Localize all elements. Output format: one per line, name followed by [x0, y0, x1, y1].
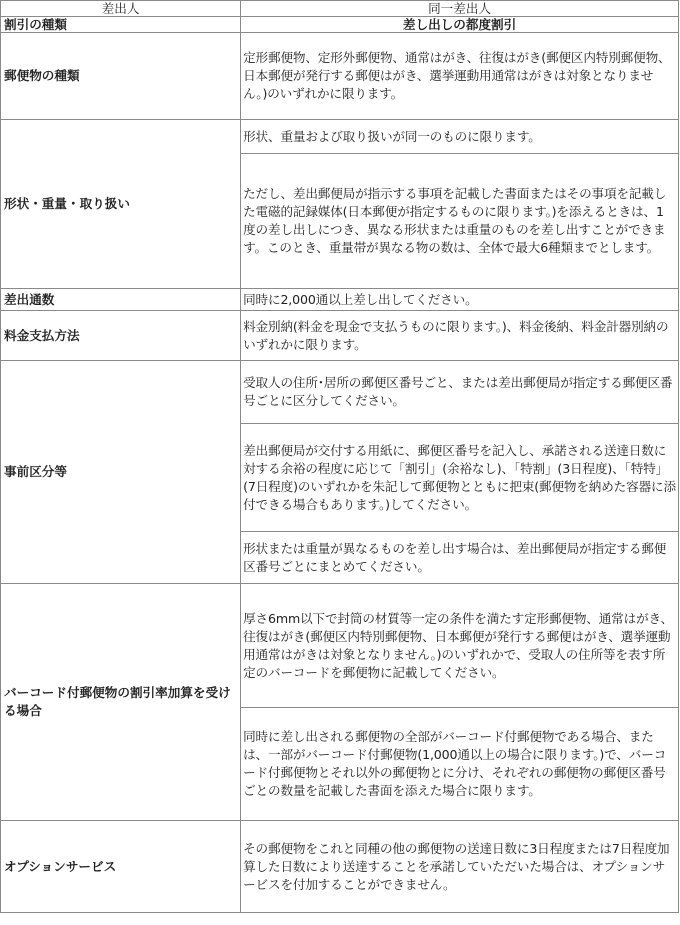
row-label-shape-weight: 形状・重量・取り扱い	[1, 120, 241, 289]
row-label-presort: 事前区分等	[1, 361, 241, 584]
row-value-payment-method: 料金別納(料金を現金で支払うものに限ります。)、料金後納、料金計器別納のいずれかに限ります。	[241, 311, 679, 361]
sender-header: 差出人	[1, 1, 241, 17]
row-value-presort-3: 形状または重量が異なるものを差し出す場合は、差出郵便局が指定する郵便区番号ごとにまとめてください。	[241, 532, 679, 584]
same-sender-header: 同一差出人	[241, 1, 679, 17]
discount-name: 差し出しの都度割引	[241, 17, 679, 33]
row-value-presort-1: 受取人の住所･居所の郵便区番号ごと、または差出郵便局が指定する郵便区番号ごとに区分してください。	[241, 361, 679, 424]
row-value-barcode-2: 同時に差し出される郵便物の全部がバーコード付郵便物である場合、または、一部がバーコード付郵便物(1,000通以上の場合に限ります。)で、バーコード付郵便物とそれ以外の郵便物とに分け、それぞれの郵便物の郵便区番号ごとの数量を記載した書面を添えた場合に限ります。	[241, 708, 679, 821]
row-label-option-service: オプションサービス	[1, 821, 241, 913]
row-value-option-service: その郵便物をこれと同種の他の郵便物の送達日数に3日程度または7日程度加算した日数により送達することを承諾していただいた場合は、オプションサービスを付加することができません。	[241, 821, 679, 913]
row-label-barcode: バーコード付郵便物の割引率加算を受ける場合	[1, 584, 241, 821]
row-value-presort-2: 差出郵便局が交付する用紙に、郵便区番号を記入し、承諾される送達日数に対する余裕の程度に応じて「割引」(余裕なし)、「特割」(3日程度)、「特特」(7日程度)のいずれかを朱記して郵便物とともに把束(郵便物を納めた容器に添付できる場合もあります。)してください。	[241, 424, 679, 532]
row-value-mail-type: 定形郵便物、定形外郵便物、通常はがき、往復はがき(郵便区内特別郵便物、日本郵便が発行する郵便はがき、選挙運動用通常はがきは対象となりません。)のいずれかに限ります。	[241, 33, 679, 120]
row-value-shape-weight-1: 形状、重量および取り扱いが同一のものに限ります。	[241, 120, 679, 154]
discount-type-label: 割引の種類	[1, 17, 241, 33]
row-label-mail-type: 郵便物の種類	[1, 33, 241, 120]
row-value-barcode-1: 厚さ6mm以下で封筒の材質等一定の条件を満たす定形郵便物、通常はがき、往復はがき(郵便区内特別郵便物、日本郵便が発行する郵便はがき、選挙運動用通常はがきは対象となりません。)のいずれかで、受取人の住所等を表す所定のバーコードを郵便物に記載してください。	[241, 584, 679, 708]
row-value-shape-weight-2: ただし、差出郵便局が指示する事項を記載した書面またはその事項を記載した電磁的記録媒体(日本郵便が指定するものに限ります。)を添えるときは、1度の差し出しにつき、異なる形状または重量のものを差し出すことができます。このとき、重量帯が異なる物の数は、全体で最大6種類までとします。	[241, 154, 679, 289]
row-label-payment-method: 料金支払方法	[1, 311, 241, 361]
row-value-quantity: 同時に2,000通以上差し出してください。	[241, 289, 679, 311]
row-label-quantity: 差出通数	[1, 289, 241, 311]
